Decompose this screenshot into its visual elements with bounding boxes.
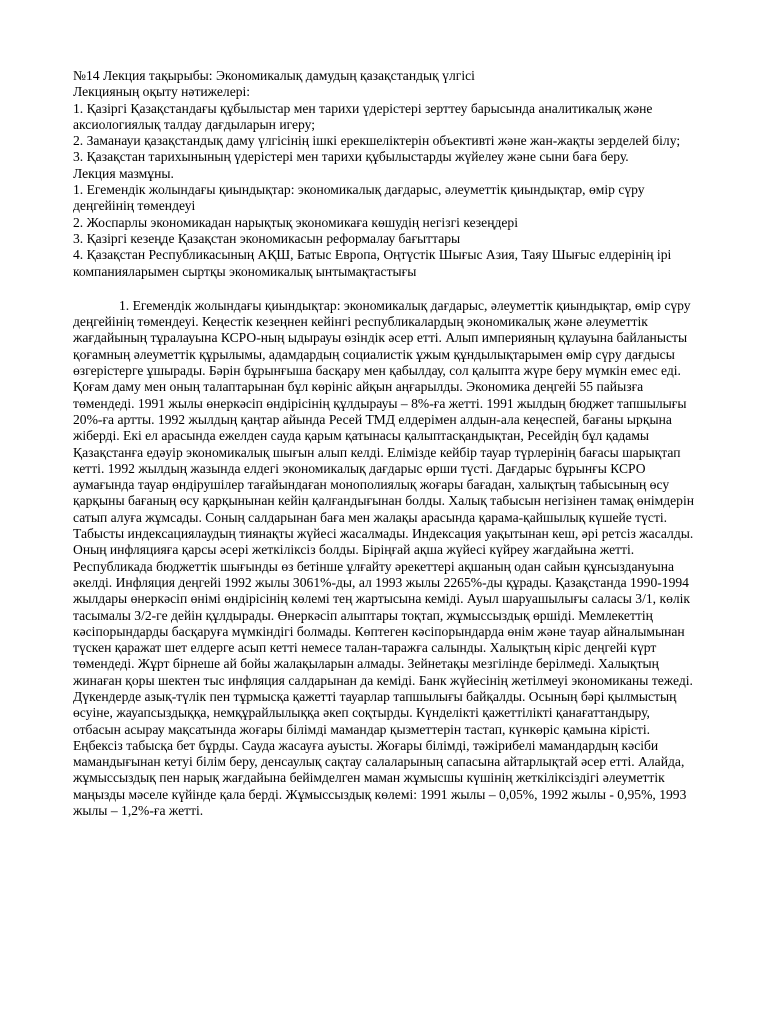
outcome-item-2: 2. Заманауи қазақстандық даму үлгісінің ішкі ерекшеліктерін объективті және жан-жақты зерделей білу; — [73, 133, 681, 149]
contents-item-1: 1. Егемендік жолындағы қиындықтар: экономикалық дағдарыс, әлеуметтік қиындықтар, өмір сүру деңгейінің төмендеуі — [73, 182, 645, 214]
lecture-title: №14 Лекция тақырыбы: Экономикалық дамудың қазақстандық үлгісі — [73, 68, 475, 83]
contents-item-2: 2. Жоспарлы экономикадан нарықтық экономикаға көшудің негізгі кезеңдері — [73, 214, 519, 230]
outcome-item-3: 3. Қазақстан тарихынының үдерістері мен тарихи құбылыстарды жүйелеу және сыни баға беру. — [73, 149, 629, 165]
contents-item-3: 3. Қазіргі кезеңде Қазақстан экономикасын реформалау бағыттары — [73, 230, 461, 246]
outcomes-heading: Лекцияның оқыту нәтижелері: — [73, 84, 251, 100]
contents-item-4: 4. Қазақстан Республикасының АҚШ, Батыс Европа, Оңтүстік Шығыс Азия, Таяу Шығыс елдерінің ірі компанияларымен сыртқы экономикалық ынтымақтастығы — [73, 247, 672, 279]
outcome-item-1: 1. Қазіргі Қазақстандағы құбылыстар мен тарихи үдерістері зерттеу барысында аналитикалық және аксиологиялық талдау дағдыларын игеру; — [73, 100, 653, 132]
contents-heading: Лекция мазмұны. — [73, 165, 174, 181]
document-page — [73, 68, 699, 819]
paragraph-spacer — [73, 280, 699, 298]
body-paragraph: 1. Егемендік жолындағы қиындықтар: экономикалық дағдарыс, әлеуметтік қиындықтар, өмір сүру деңгейінің төмендеуі. Кеңестік кезеңнен кейінгі республикалардың экономикалық және әлеуметтік жағдайының тұралауына КСРО-ның ыдырауы өзіндік әсер етті. Алып империяның құлауына байланысты қоғамның әлеуметтік құрылымы, адамдардың социалистік ұжым құндылықтарымен өмір сүру дағдысы өзгерістерге ұшырады. Бәрін бұрынғыша басқару мен қабылдау, сол қалыпта жүре беру мүмкін емес еді. Қоғам даму мен оның талаптарынан бұл көрініс айқын аңғарылды. Экономика деңгейі 55 пайызға төмендеді. 1991 жылы өнеркәсіп өндірісінің құлдырауы – 8%-ға жетті. 1991 жылдың бюджет тапшылығы 20%-ға артты. 1992 жылдың қаңтар айында Ресей ТМД елдерімен алдын-ала кеңеспей, бағаны ырқына жіберді. Екі ел арасында ежелден сауда қарым қатынасы қалыптасқандықтан, Ресейдің бұл қадамы Қазақстанға едәуір экономикалық шығын алып келді. Елімізде кейбір тауар түрлерінің бағасы шарықтап кетті. 1992 жылдың жазында елдегі экономикалық дағдарыс өрши түсті. Дағдарыс бұрынғы КСРО аумағында тауар өндірушілер тағайындаған монополиялық жоғары бағадан, халықтың табысының өсу қарқыны бағаның өсу қарқынынан кейін қалғандығынан болды. Халық табысын негізінен тамақ өнімдерін сатып алуға жұмсады. Соның салдарынан баға мен жалақы арасында қарама-қайшылық күшейе түсті. Табысты индексациялаудың тиянақты жүйесі жасалмады. Индексация уақытынан кеш, әрі ретсіз жасалды. Оның инфляцияға қарсы әсері жеткіліксіз болды. Біріңғай ақша жүйесі күйреу жағдайына жетті. Республикада бюджеттік шығынды өз бетінше ұлғайту әрекеттері ақшаның одан сайын құнсыздануына әкелді. Инфляция деңгейі 1992 жылы 3061%-ды, ал 1993 жылы 2265%-ды құрады. Қазақстанда 1990-1994 жылдары өнеркәсіп өнімі өндірісінің көлемі тең жартысына кеміді. Ауыл шаруашылығы саласы 3/1, көлік тасымалы 3/2-ге дейін құлдырады. Өнеркәсіп алыптары тоқтап, жұмыссыздық өршіді. Мемлекеттің кәсіпорындарды басқаруға мүмкіндігі болмады. Көптеген кәсіпорындарда өнім және тауар айналымынан түскен қаражат шет елдерге асып кетті немесе талан-таражға салынды. Халықтың кіріс деңгейі күрт төмендеді. Жұрт бірнеше ай бойы жалақыларын алмады. Зейнетақы мезгілінде берілмеді. Халықтың жинаған қоры шектен тыс инфляция салдарынан да кеміді. Банк жүйесінің жетілмеуі экономиканы тежеді. Дүкендерде азық-түлік пен тұрмысқа қажетті тауарлар тапшылығы байқалды. Осының бәрі қылмыстың өсуіне, жауапсыздыққа, немқұрайлылыққа әкеп соқтырды. Күнделікті қажеттілікті қанағаттандыру, отбасын асырау мақсатында жоғары білімді мамандар қызметтерін тастап, күнкөріс қамына кірісті. Еңбексіз табысқа бет бұрды. Сауда жасауға ауысты. Жоғары білімді, тәжірибелі мамандардың кәсіби мамандығынан кетуі білім беру, денсаулық сақтау салаларының сапасына айтарлықтай әсер етті. Алайда, жұмыссыздық пен нарық жағдайына бейімделген маман жұмысшы күшінің жеткіліксіздігі әлеуметтік маңызды мәселе күйінде қала берді. Жұмыссыздық көлемі: 1991 жылы – 0,05%, 1992 жылы - 0,95%, 1993 жылы – 1,2%-ға жетті. — [73, 297, 695, 819]
